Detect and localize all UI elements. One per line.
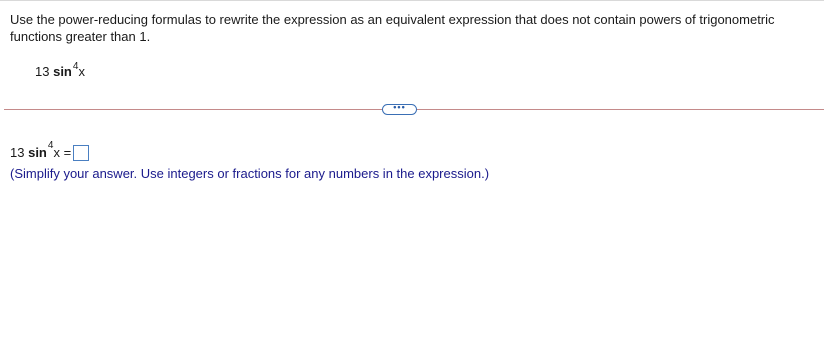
equals-sign: =	[63, 145, 72, 160]
problem-instructions: Use the power-reducing formulas to rewrite the expression as an equivalent expression that does not contain powers of trigonometric functions greater than 1.	[10, 12, 775, 44]
ellipsis-icon: •••	[393, 102, 406, 112]
answer-row	[10, 140, 89, 163]
expression-variable: x	[78, 64, 85, 79]
top-border	[0, 0, 824, 1]
answer-input[interactable]	[73, 145, 89, 161]
given-expression	[35, 63, 85, 82]
answer-hint: (Simplify your answer. Use integers or fractions for any numbers in the expression.)	[10, 166, 490, 181]
answer-function: sin	[28, 145, 47, 160]
expression-function: sin	[53, 64, 72, 79]
answer-variable: x	[53, 145, 60, 160]
answer-coefficient: 13	[10, 145, 25, 160]
answer-exponent: 4	[47, 140, 54, 151]
expression-exponent: 4	[72, 61, 79, 72]
expression-coefficient: 13	[35, 64, 50, 79]
more-options-button[interactable]	[382, 104, 417, 115]
